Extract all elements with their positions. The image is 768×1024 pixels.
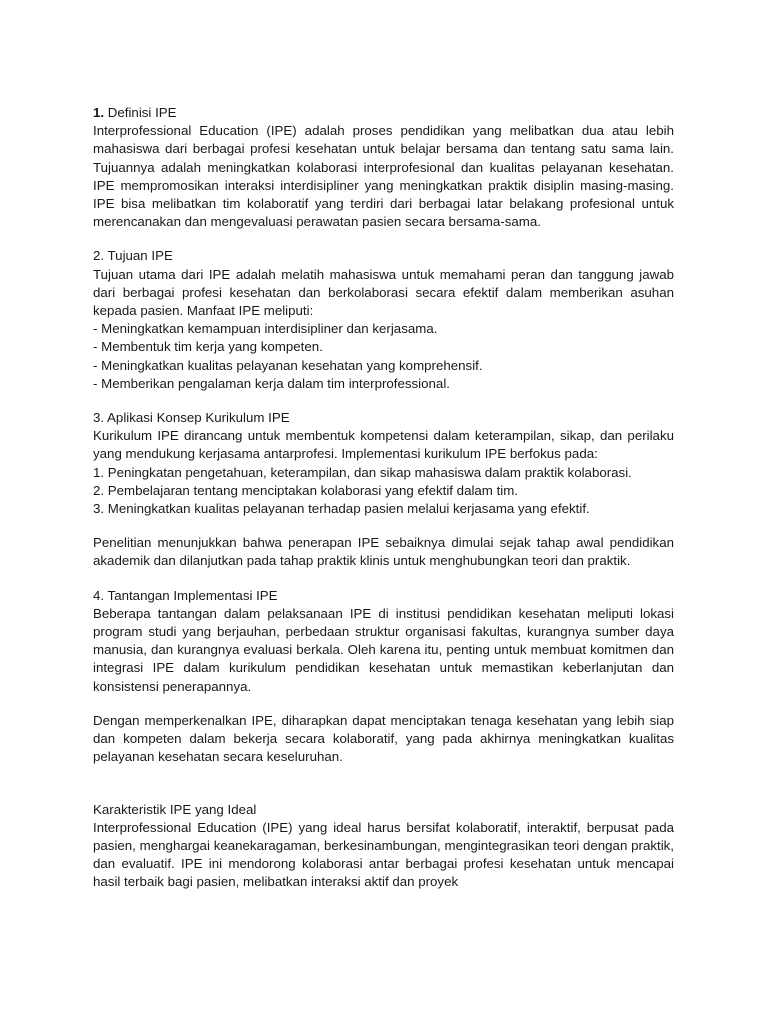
section-paragraph: Beberapa tantangan dalam pelaksanaan IPE di institusi pendidikan kesehatan meliputi lokasi program studi yang berjauhan, perbedaan struktur organisasi fakultas, kurangnya sumber daya manusia, dan kurangnya evaluasi berkala. Oleh karena itu, penting untuk membuat komitmen dan integrasi IPE dalam kurikulum pendidikan kesehatan untuk memastikan keberlanjutan dan konsistensi penerapannya. xyxy=(93,605,674,694)
section-kesimpulan xyxy=(93,712,674,767)
section-paragraph: Kurikulum IPE dirancang untuk membentuk kompetensi dalam keterampilan, sikap, dan perilaku yang mendukung kerjasama antarprofesi. Implementasi kurikulum IPE berfokus pada: xyxy=(93,428,674,462)
list-item: 2. Pembelajaran tentang menciptakan kolaborasi yang efektif dalam tim. xyxy=(93,482,519,498)
heading-number: 1. xyxy=(93,105,105,120)
list-item: 3. Meningkatkan kualitas pelayanan terhadap pasien melalui kerjasama yang efektif. xyxy=(93,501,590,517)
heading-text: Definisi IPE xyxy=(104,105,177,120)
section-paragraph: Interprofessional Education (IPE) adalah proses pendidikan yang melibatkan dua atau lebih mahasiswa dari berbagai profesi kesehatan untuk belajar bersama dan tentang satu sama lain. Tujuannya adalah meningkatkan kolaborasi interprofesional dan kualitas pelayanan kesehatan. IPE mempromosikan interaksi interdisipliner yang meningkatkan praktik disiplin masing-masing. IPE bisa melibatkan tim kolaboratif yang terdiri dari berbagai latar belakang profesional untuk merencanakan dan mengevaluasi perawatan pasien secara bersama-sama. xyxy=(93,123,674,230)
section-tujuan xyxy=(93,247,674,393)
list-item: - Meningkatkan kualitas pelayanan kesehatan yang komprehensif. xyxy=(93,357,483,373)
section-penelitian xyxy=(93,534,674,570)
list-item: - Meningkatkan kemampuan interdisipliner dan kerjasama. xyxy=(93,321,438,337)
section-paragraph: Dengan memperkenalkan IPE, diharapkan dapat menciptakan tenaga kesehatan yang lebih siap dan kompeten dalam bekerja secara kolaboratif, yang pada akhirnya meningkatkan kualitas pelayanan kesehatan secara keseluruhan. xyxy=(93,712,674,765)
section-heading: 4. Tantangan Implementasi IPE xyxy=(93,587,278,603)
document-page xyxy=(93,104,674,908)
section-heading: 2. Tujuan IPE xyxy=(93,248,173,264)
section-heading: 3. Aplikasi Konsep Kurikulum IPE xyxy=(93,410,290,426)
list-item: 1. Peningkatan pengetahuan, keterampilan, dan sikap mahasiswa dalam praktik kolaborasi. xyxy=(93,464,632,480)
section-tantangan xyxy=(93,587,674,696)
list-item: - Membentuk tim kerja yang kompeten. xyxy=(93,339,323,355)
section-heading: Karakteristik IPE yang Ideal xyxy=(93,801,257,817)
section-paragraph: Interprofessional Education (IPE) yang ideal harus bersifat kolaboratif, interaktif, berpusat pada pasien, menghargai keanekaragaman, berkesinambungan, mengintegrasikan teori dengan praktik, dan evaluatif. IPE ini mendorong kolaborasi antar berbagai profesi kesehatan untuk mencapai hasil terbaik bagi pasien, melibatkan interaksi aktif dan proyek xyxy=(93,819,674,890)
section-definisi xyxy=(93,104,674,231)
list-item: - Memberikan pengalaman kerja dalam tim interprofessional. xyxy=(93,375,450,391)
section-paragraph: Tujuan utama dari IPE adalah melatih mahasiswa untuk memahami peran dan tanggung jawab dari berbagai profesi kesehatan dan berkolaborasi secara efektif dalam memberikan asuhan kepada pasien. Manfaat IPE meliputi: xyxy=(93,266,674,319)
section-aplikasi-kurikulum xyxy=(93,409,674,518)
section-karakteristik xyxy=(93,801,674,892)
section-heading xyxy=(93,104,674,122)
section-paragraph: Penelitian menunjukkan bahwa penerapan IPE sebaiknya dimulai sejak tahap awal pendidikan akademik dan dilanjutkan pada tahap praktik klinis untuk menghubungkan teori dan praktik. xyxy=(93,535,674,569)
